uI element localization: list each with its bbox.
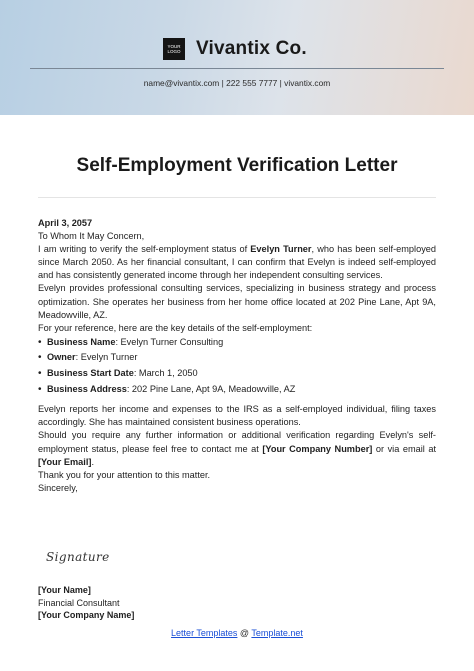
company-name: Vivantix Co. (196, 38, 307, 59)
salutation: To Whom It May Concern, (38, 231, 145, 242)
detail-label: Business Address (47, 383, 127, 394)
employee-name: Evelyn Turner (250, 244, 312, 255)
email-placeholder: [Your Email] (38, 456, 92, 467)
detail-label: Business Start Date (47, 368, 134, 379)
paragraph-contact (38, 429, 436, 468)
signer-company: [Your Company Name] (38, 610, 135, 620)
contact-line: name@vivantix.com | 222 555 7777 | vivantix.com (143, 78, 331, 88)
detail-value: : 202 Pine Lane, Apt 9A, Meadowville, AZ (126, 383, 296, 394)
paragraph-services: Evelyn provides professional consulting services, specializing in business strategy and process optimization. She operates her business from her home office located at 202 Pine Lane, Apt 9A, Meadowville, AZ. (38, 283, 436, 320)
template-net-link[interactable]: Template.net (251, 628, 303, 638)
signer-name: [Your Name] (38, 585, 91, 595)
detail-label: Business Name (47, 336, 116, 347)
intro-text-a: I am writing to verify the self-employment status of (38, 244, 251, 255)
signature-block (38, 584, 134, 622)
letter-body (38, 217, 436, 495)
details-list (38, 335, 436, 397)
contact-text-b: or via email at (372, 443, 437, 454)
footer-separator: @ (237, 628, 252, 638)
company-logo: YOUR LOGO (163, 38, 185, 60)
detail-value: : March 1, 2050 (133, 368, 198, 379)
company-number-placeholder: [Your Company Number] (262, 443, 373, 454)
paragraph-taxes: Evelyn reports her income and expenses to the IRS as a self-employed individual, filing taxes accordingly. She has maintained consistent business operations. (38, 404, 436, 428)
title-divider (38, 197, 436, 198)
detail-label: Owner (47, 352, 76, 363)
letter-templates-link[interactable]: Letter Templates (171, 628, 238, 638)
letter-title: Self-Employment Verification Letter (76, 155, 398, 176)
closing: Sincerely, (38, 482, 78, 493)
contact-text-c: . (91, 456, 94, 467)
letter-date: April 3, 2057 (38, 218, 93, 228)
detail-owner (38, 350, 436, 366)
signer-title: Financial Consultant (38, 597, 120, 608)
detail-value: : Evelyn Turner (75, 352, 138, 363)
header-divider (30, 68, 444, 69)
letterhead (0, 0, 474, 115)
detail-value: : Evelyn Turner Consulting (115, 336, 224, 347)
contact-text-a: Should you require any further information or additional verification regarding Evelyn's self-employment status, please feel free to contact me at (38, 430, 436, 454)
detail-start-date (38, 366, 436, 382)
brand (163, 38, 307, 60)
paragraph-intro (38, 243, 436, 282)
detail-business-name (38, 335, 436, 351)
paragraph-reference: For your reference, here are the key details of the self-employment: (38, 322, 313, 333)
intro-text-b: , who has been self-employed since March 2050. As her financial consultant, I can confirm that Evelyn is indeed self-employed and has consistently generated income through her independent consulting services. (38, 244, 437, 281)
signature: Signature (46, 550, 110, 564)
paragraph-thanks: Thank you for your attention to this matter. (38, 469, 211, 480)
footer (0, 628, 474, 638)
detail-business-address (38, 382, 436, 398)
